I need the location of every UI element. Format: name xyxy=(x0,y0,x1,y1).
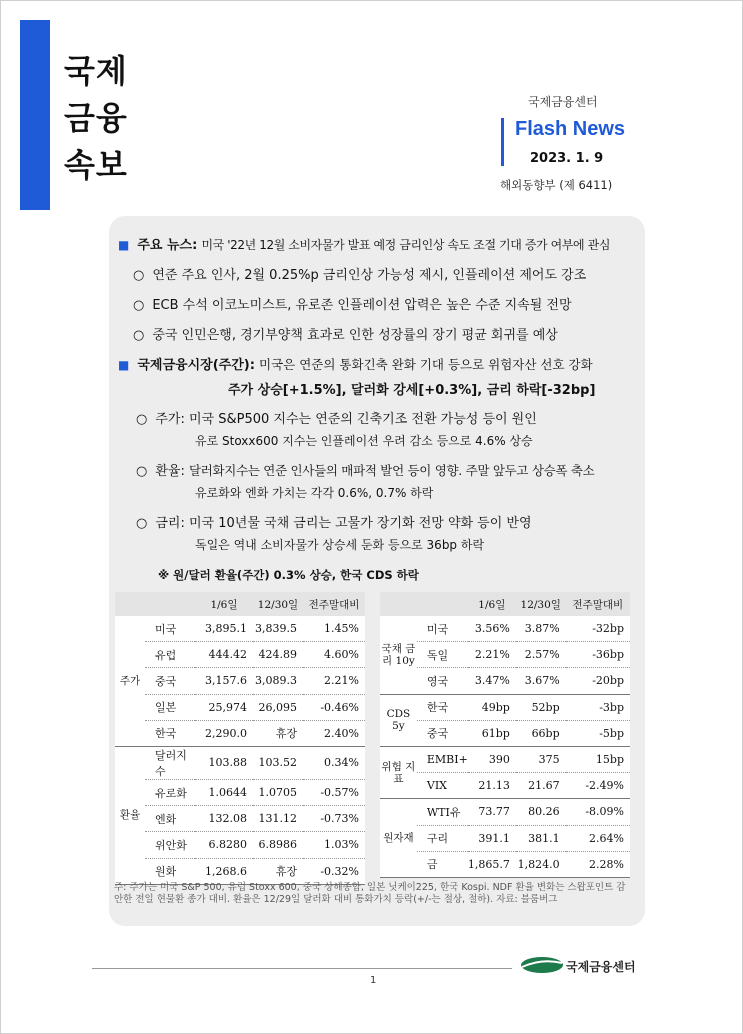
circle-bullet-icon: ○ xyxy=(133,268,145,283)
table-row xyxy=(380,773,630,799)
circle-bullet-icon: ○ xyxy=(136,516,148,531)
row-label: EMBI+ xyxy=(417,746,468,772)
table-cell: -32bp xyxy=(566,616,630,642)
table-cell: 휴장 xyxy=(253,720,303,746)
table-cell: 3,895.1 xyxy=(195,616,253,642)
table-row xyxy=(380,720,630,746)
section2-subhead: 주가 상승[+1.5%], 달러화 강세[+0.3%], 금리 하락[-32bp] xyxy=(228,383,596,398)
row-label: 유로화 xyxy=(145,779,195,805)
circle-bullet-icon: ○ xyxy=(136,464,148,479)
row-label: 위안화 xyxy=(145,832,195,858)
row-label: 일본 xyxy=(145,694,195,720)
table-cell: 3.67% xyxy=(516,668,566,694)
table-row xyxy=(115,832,365,858)
market-item-stocks-sub: 유로 Stoxx600 지수는 인플레이션 우려 감소 등으로 4.6% 상승 xyxy=(195,434,533,448)
table-row xyxy=(115,720,365,746)
table-cell: 390 xyxy=(468,746,516,772)
table-cell: -2.49% xyxy=(566,773,630,799)
table-cell: 52bp xyxy=(516,694,566,720)
header-divider xyxy=(501,118,504,166)
section2-head: 국제금융시장(주간): xyxy=(137,358,255,373)
table-cell: 2.57% xyxy=(516,642,566,668)
table-cell: 2.21% xyxy=(468,642,516,668)
square-bullet-icon: ■ xyxy=(118,358,130,372)
table-row xyxy=(115,642,365,668)
table-cell: 61bp xyxy=(468,720,516,746)
table-cell: 15bp xyxy=(566,746,630,772)
section1-bullet-1: ○ 연준 주요 인사, 2월 0.25%p 금리인상 가능성 제시, 인플레이션 제어도 강조 xyxy=(133,268,587,283)
table-cell: 휴장 xyxy=(253,858,303,884)
table-cell: 1.0644 xyxy=(195,779,253,805)
table-cell: 1.0705 xyxy=(253,779,303,805)
row-label: 미국 xyxy=(417,616,468,642)
table-cell: 3.87% xyxy=(516,616,566,642)
table-cell: -0.57% xyxy=(303,779,365,805)
table-cell: -0.73% xyxy=(303,806,365,832)
table-cell: -36bp xyxy=(566,642,630,668)
table-cell: 21.67 xyxy=(516,773,566,799)
table-cell: 103.52 xyxy=(253,746,303,779)
table-cell: 391.1 xyxy=(468,825,516,851)
row-group-label: 국채 금리 10y xyxy=(380,616,417,694)
table-cell: 2.28% xyxy=(566,851,630,877)
dept-ext: (제 6411) xyxy=(559,178,613,192)
table-row xyxy=(115,779,365,805)
section1-headline xyxy=(118,234,610,253)
table-cell: 1.45% xyxy=(303,616,365,642)
table-cell: 21.13 xyxy=(468,773,516,799)
row-label: 유럽 xyxy=(145,642,195,668)
table-row xyxy=(115,616,365,642)
table-cell: 3.56% xyxy=(468,616,516,642)
row-group-label: 위험 지표 xyxy=(380,746,417,798)
table-cell: 381.1 xyxy=(516,825,566,851)
table-cell: 2.40% xyxy=(303,720,365,746)
table-cell: 375 xyxy=(516,746,566,772)
table-cell: 73.77 xyxy=(468,799,516,825)
report-date: 2023. 1. 9 xyxy=(530,151,604,166)
table-cell: -3bp xyxy=(566,694,630,720)
footer-divider xyxy=(92,968,512,969)
circle-bullet-icon: ○ xyxy=(133,298,145,313)
row-label: 미국 xyxy=(145,616,195,642)
table-header-row: 1/6일 12/30일 전주말대비 xyxy=(115,592,365,616)
row-group-label: 주가 xyxy=(115,616,145,746)
table-cell: 2.64% xyxy=(566,825,630,851)
row-label: 금 xyxy=(417,851,468,877)
table-cell: 132.08 xyxy=(195,806,253,832)
table-cell: 49bp xyxy=(468,694,516,720)
row-group-label: 환율 xyxy=(115,746,145,884)
table-cell: 25,974 xyxy=(195,694,253,720)
section1-bullet-2: ○ ECB 수석 이코노미스트, 유로존 인플레이션 압력은 높은 수준 지속될 전망 xyxy=(133,298,572,313)
report-title xyxy=(64,48,128,189)
table-cell: 1.03% xyxy=(303,832,365,858)
row-group-label: CDS 5y xyxy=(380,694,417,746)
table-cell: 6.8986 xyxy=(253,832,303,858)
table-cell: 3,839.5 xyxy=(253,616,303,642)
globe-logo-icon xyxy=(520,956,564,974)
circle-bullet-icon: ○ xyxy=(133,328,145,343)
center-name: 국제금융센터 xyxy=(528,95,598,109)
table-cell: 80.26 xyxy=(516,799,566,825)
market-item-rates: ○ 금리: 미국 10년물 국채 금리는 고물가 장기화 전망 약화 등이 반영 xyxy=(136,516,532,531)
table-cell: 0.34% xyxy=(303,746,365,779)
table-cell: -5bp xyxy=(566,720,630,746)
row-label: 엔화 xyxy=(145,806,195,832)
table-row xyxy=(115,694,365,720)
table-row xyxy=(115,746,365,779)
section2-headline xyxy=(118,354,593,373)
row-label: 구리 xyxy=(417,825,468,851)
table-cell: 444.42 xyxy=(195,642,253,668)
table-row xyxy=(380,799,630,825)
row-label: 원화 xyxy=(145,858,195,884)
table-cell: -0.46% xyxy=(303,694,365,720)
row-label: 중국 xyxy=(145,668,195,694)
table-cell: 1,268.6 xyxy=(195,858,253,884)
market-item-rates-sub: 독일은 역내 소비자물가 상승세 둔화 등으로 36bp 하락 xyxy=(195,538,485,552)
table-header-row: 1/6일 12/30일 전주말대비 xyxy=(380,592,630,616)
market-item-fx: ○ 환율: 달러화지수는 연준 인사들의 매파적 발언 등이 영향. 주말 앞두고 상승폭 축소 xyxy=(136,463,595,479)
table-row xyxy=(380,642,630,668)
row-label: 한국 xyxy=(417,694,468,720)
section1-bullet-3: ○ 중국 인민은행, 경기부양책 효과로 인한 성장률의 장기 평균 회귀를 예상 xyxy=(133,328,558,343)
row-label: WTI유 xyxy=(417,799,468,825)
row-label: 독일 xyxy=(417,642,468,668)
row-label: 영국 xyxy=(417,668,468,694)
row-label: 중국 xyxy=(417,720,468,746)
table-cell: -0.32% xyxy=(303,858,365,884)
row-label: 달러지수 xyxy=(145,746,195,779)
table-cell: 26,095 xyxy=(253,694,303,720)
page-number: 1 xyxy=(370,975,377,986)
market-item-stocks: ○ 주가: 미국 S&P500 지수는 연준의 긴축기조 전환 가능성 등이 원인 xyxy=(136,412,537,427)
table-cell: 103.88 xyxy=(195,746,253,779)
table-row xyxy=(115,668,365,694)
left-market-table xyxy=(115,592,365,885)
market-item-fx-sub: 유로화와 엔화 가치는 각각 0.6%, 0.7% 하락 xyxy=(195,486,434,500)
right-market-table xyxy=(380,592,630,878)
table-cell: -20bp xyxy=(566,668,630,694)
footnote: 주: 주가는 미국 S&P 500, 유럽 Stoxx 600, 중국 상해종합, 일본 닛케이225, 한국 Kospi. NDF 환율 변화는 스왑포인트 감안한 전일 현물환 종가 대비. 환율은 12/29일 달러화 대비 통화가치 등락(+/-는 절상, 절하). 자료: 블룸버그 xyxy=(114,882,626,905)
section1-text: 미국 '22년 12월 소비자물가 발표 예정 금리인상 속도 조절 기대 증가 여부에 관심 xyxy=(201,238,611,252)
table-cell: 6.8280 xyxy=(195,832,253,858)
title-line-2: 금융 xyxy=(64,99,128,137)
table-cell: 1,865.7 xyxy=(468,851,516,877)
section2-text: 미국은 연준의 통화긴축 완화 기대 등으로 위험자산 선호 강화 xyxy=(259,357,593,372)
table-row xyxy=(115,858,365,884)
row-group-label: 원자재 xyxy=(380,799,417,878)
title-line-1: 국제 xyxy=(64,52,128,90)
table-cell: 424.89 xyxy=(253,642,303,668)
table-row xyxy=(115,806,365,832)
table-row xyxy=(380,694,630,720)
table-cell: 1,824.0 xyxy=(516,851,566,877)
table-row xyxy=(380,668,630,694)
krw-note: ※ 원/달러 환율(주간) 0.3% 상승, 한국 CDS 하락 xyxy=(158,568,419,582)
square-bullet-icon: ■ xyxy=(118,238,130,252)
table-cell: 2,290.0 xyxy=(195,720,253,746)
table-cell: 66bp xyxy=(516,720,566,746)
department xyxy=(500,177,612,193)
dept-name: 해외동향부 xyxy=(500,178,556,192)
table-cell: 3.47% xyxy=(468,668,516,694)
table-row xyxy=(380,825,630,851)
title-line-3: 속보 xyxy=(64,146,128,184)
table-row xyxy=(380,616,630,642)
title-accent-bar xyxy=(20,20,50,210)
row-label: 한국 xyxy=(145,720,195,746)
table-cell: 3,089.3 xyxy=(253,668,303,694)
table-cell: 3,157.6 xyxy=(195,668,253,694)
section1-head: 주요 뉴스: xyxy=(137,238,198,253)
circle-bullet-icon: ○ xyxy=(136,412,148,427)
table-cell: 4.60% xyxy=(303,642,365,668)
table-cell: 2.21% xyxy=(303,668,365,694)
brand-title: Flash News xyxy=(515,118,626,140)
footer-logo-text: 국제금융센터 xyxy=(566,960,636,974)
row-label: VIX xyxy=(417,773,468,799)
table-row xyxy=(380,746,630,772)
table-cell: -8.09% xyxy=(566,799,630,825)
table-cell: 131.12 xyxy=(253,806,303,832)
table-row xyxy=(380,851,630,877)
